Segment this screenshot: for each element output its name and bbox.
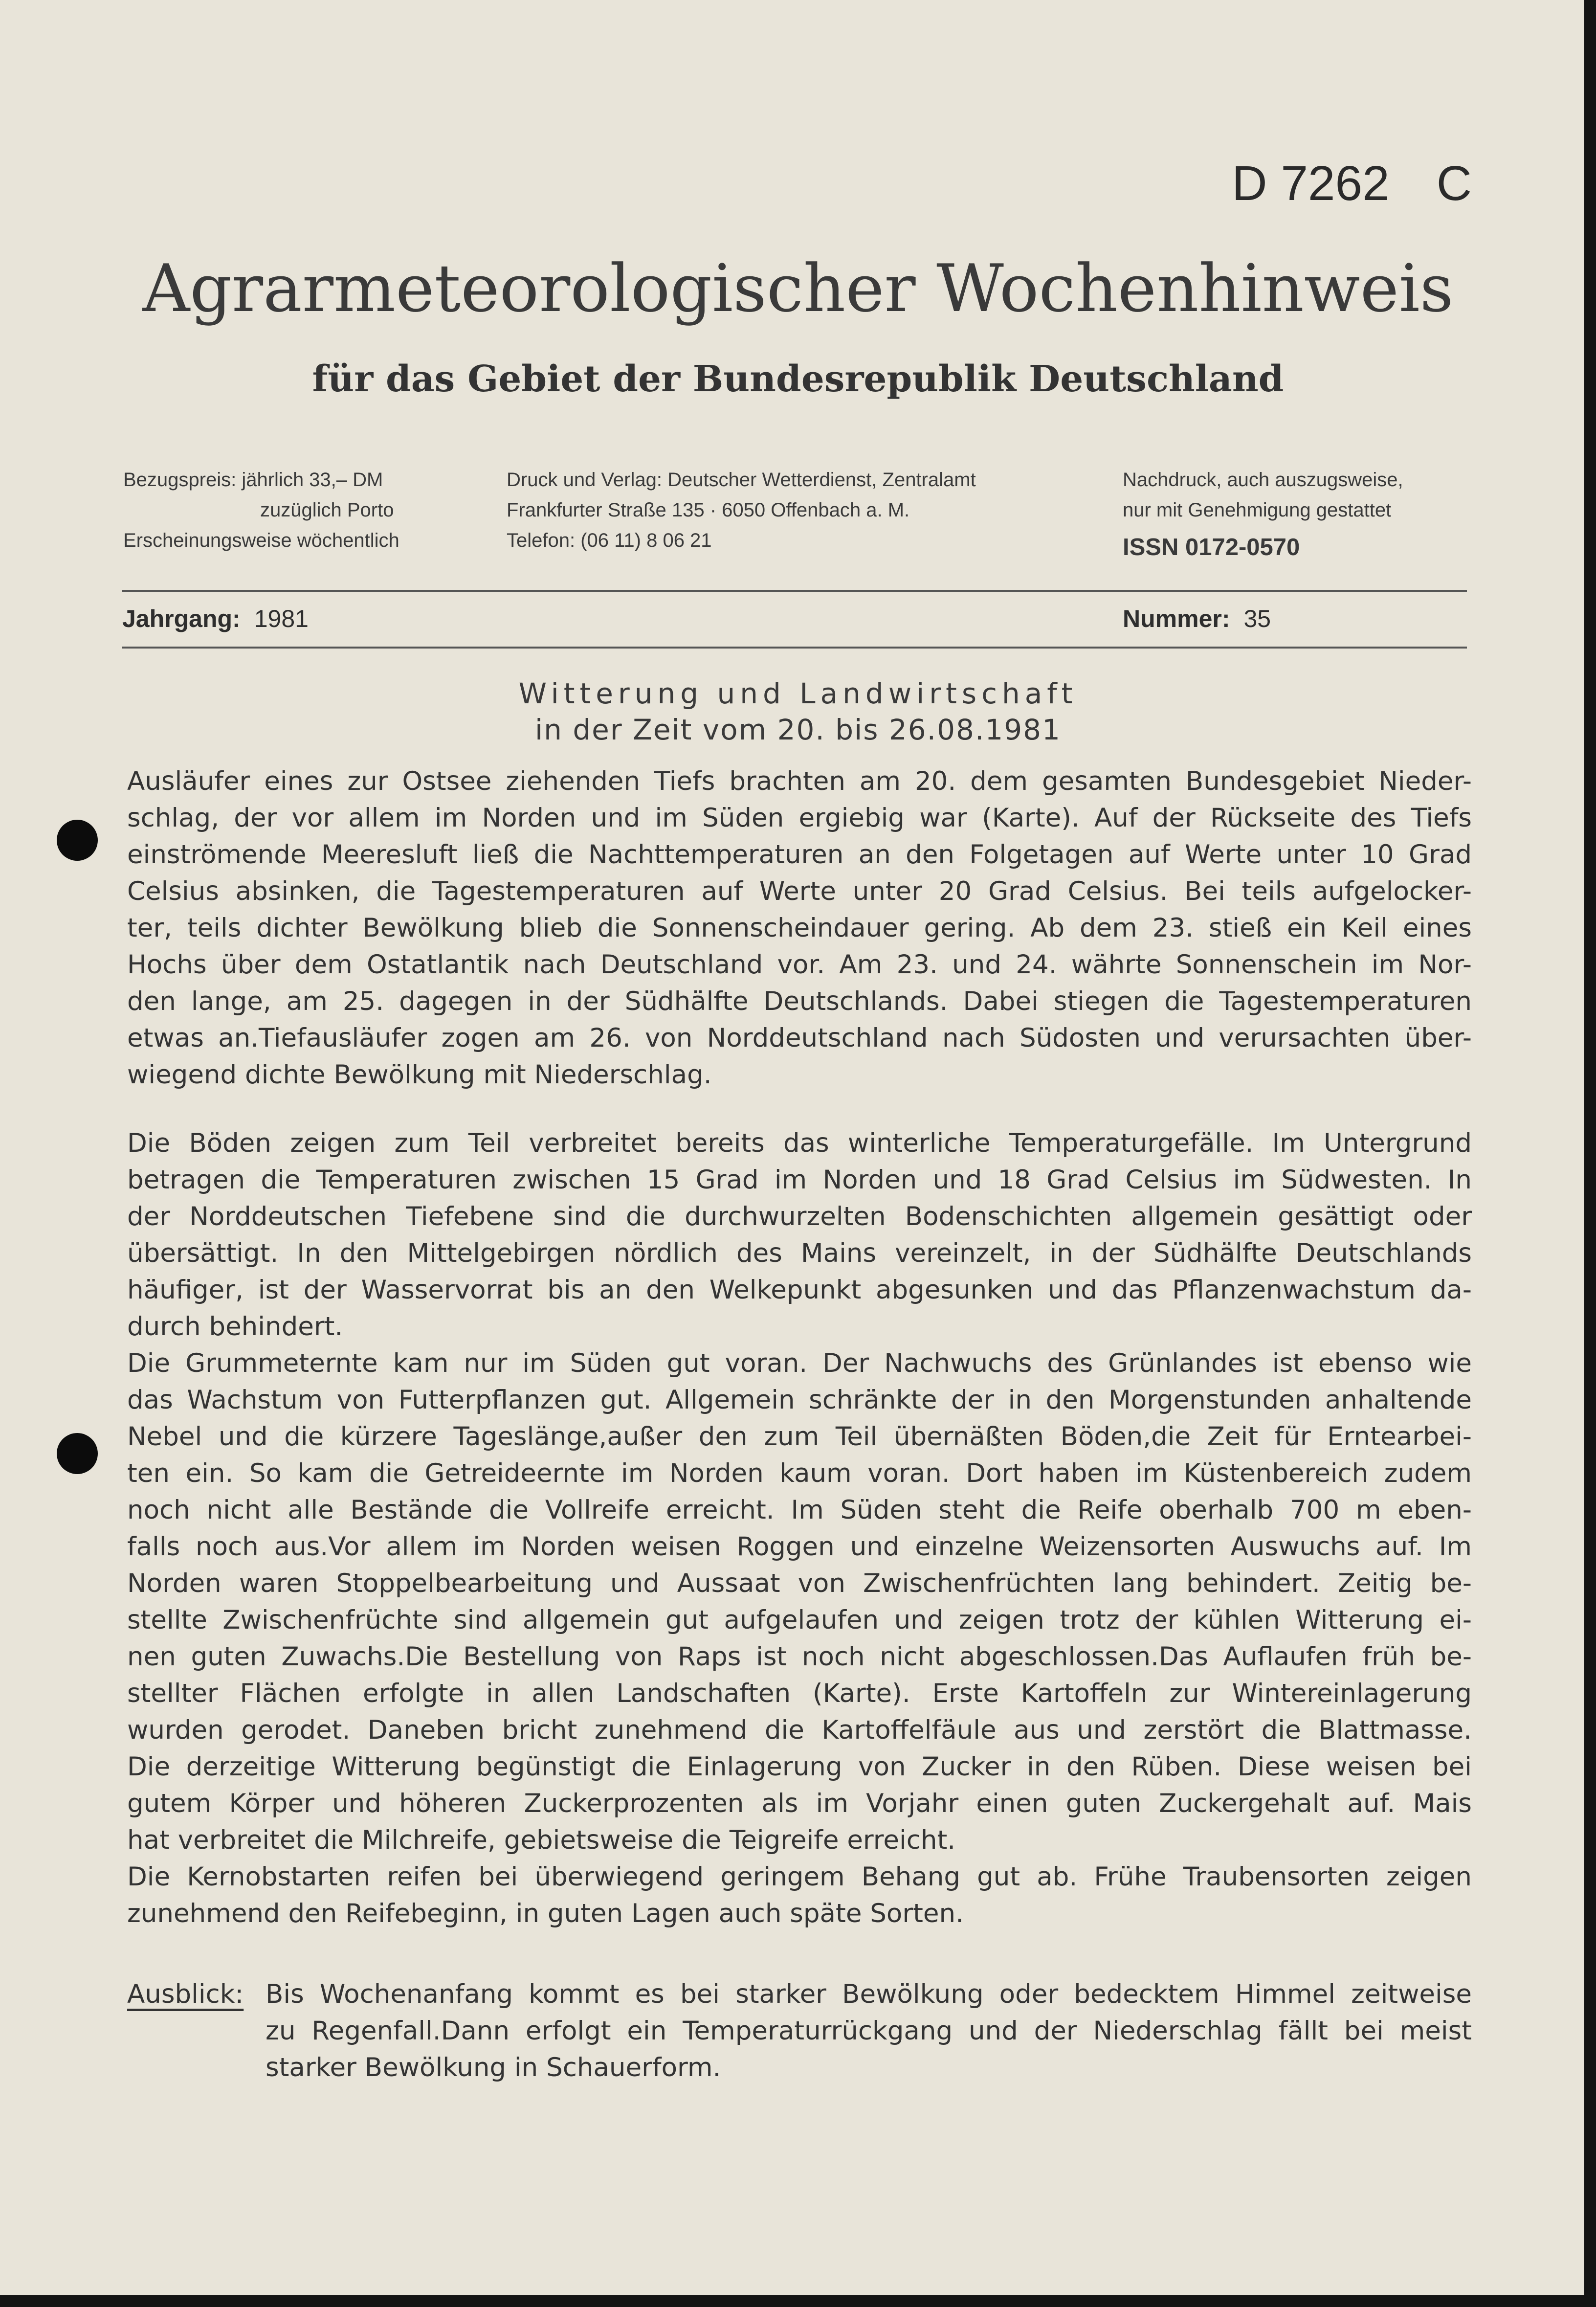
subscription-line: Bezugspreis: jährlich 33,– DM <box>123 469 383 491</box>
text-line: falls noch aus.Vor allem im Norden weisen Roggen und einzelne Weizensorten Auswuchs auf. Im <box>127 1532 1472 1562</box>
document-code <box>1232 156 1472 212</box>
document-code-number: D 7262 <box>1232 156 1390 211</box>
outlook-line: starker Bewölkung in Schauerform. <box>266 2053 721 2083</box>
outlook-label: Ausblick: <box>127 1979 244 2009</box>
document-code-letter: C <box>1436 156 1472 211</box>
subscription-line: zuzüglich Porto <box>260 499 394 521</box>
text-line: Hochs über dem Ostatlantik nach Deutschland vor. Am 23. und 24. währte Sonnenschein im Nor- <box>127 950 1472 980</box>
text-line: durch behindert. <box>127 1312 343 1342</box>
outlook-line: zu Regenfall.Dann erfolgt ein Temperaturrückgang und der Niederschlag fällt bei meist <box>266 2016 1472 2046</box>
document-subtitle: für das Gebiet der Bundesrepublik Deutschland <box>312 358 1284 400</box>
text-line: der Norddeutschen Tiefebene sind die durchwurzelten Bodenschichten allgemein gesättigt oder <box>127 1202 1472 1232</box>
publisher-line: Frankfurter Straße 135 · 6050 Offenbach a. M. <box>507 499 910 521</box>
text-line: schlag, der vor allem im Norden und im Süden ergiebig war (Karte). Auf der Rückseite des Tiefs <box>127 803 1472 833</box>
punch-hole-bottom <box>57 1433 98 1474</box>
text-line: zunehmend den Reifebeginn, in guten Lagen auch späte Sorten. <box>127 1899 964 1928</box>
text-line: betragen die Temperaturen zwischen 15 Grad im Norden und 18 Grad Celsius im Südwesten. In <box>127 1165 1472 1195</box>
text-line: Norden waren Stoppelbearbeitung und Aussaat von Zwischenfrüchten lang behindert. Zeitig be- <box>127 1568 1472 1598</box>
publisher-line: Druck und Verlag: Deutscher Wetterdienst, Zentralamt <box>507 469 976 491</box>
text-line: Nebel und die kürzere Tageslänge,außer den zum Teil übernäßten Böden,die Zeit für Erntearbei- <box>127 1422 1472 1452</box>
volume-label: Jahrgang: <box>122 605 241 632</box>
volume-field <box>122 605 309 633</box>
text-line: gutem Körper und höheren Zuckerprozenten als im Vorjahr einen guten Zuckergehalt auf. Mais <box>127 1789 1472 1818</box>
text-line: Ausläufer eines zur Ostsee ziehenden Tiefs brachten am 20. dem gesamten Bundesgebiet Nieder- <box>127 766 1472 796</box>
text-line: Die Kernobstarten reifen bei überwiegend geringem Behang gut ab. Frühe Traubensorten zeigen <box>127 1862 1472 1892</box>
subscription-info <box>123 465 399 556</box>
outlook-text <box>266 1976 1472 2086</box>
text-line: häufiger, ist der Wasservorrat bis an den Welkepunkt abgesunken und das Pflanzenwachstum da- <box>127 1275 1472 1305</box>
volume-value: 1981 <box>254 605 309 632</box>
text-line: Die Grummeternte kam nur im Süden gut voran. Der Nachwuchs des Grünlandes ist ebenso wie <box>127 1348 1472 1378</box>
text-line: hat verbreitet die Milchreife, gebietsweise die Teigreife erreicht. <box>127 1825 956 1855</box>
number-label: Nummer: <box>1123 605 1230 632</box>
header-rule-bottom <box>122 647 1467 649</box>
issn: ISSN 0172-0570 <box>1123 534 1300 560</box>
text-line: den lange, am 25. dagegen in der Südhälfte Deutschlands. Dabei stiegen die Tagestemperaturen <box>127 986 1472 1016</box>
text-line: wiegend dichte Bewölkung mit Niederschlag. <box>127 1060 712 1090</box>
number-value: 35 <box>1243 605 1271 632</box>
subscription-line: Erscheinungsweise wöchentlich <box>123 530 399 551</box>
text-line: einströmende Meeresluft ließ die Nachttemperaturen an den Folgetagen auf Werte unter 10 Grad <box>127 840 1472 870</box>
text-line: ten ein. So kam die Getreideernte im Norden kaum voran. Dort haben im Küstenbereich zudem <box>127 1458 1472 1488</box>
paragraph-agriculture <box>127 1125 1472 1932</box>
text-line: übersättigt. In den Mittelgebirgen nördlich des Mains vereinzelt, in der Südhälfte Deutschlands <box>127 1238 1472 1268</box>
number-field <box>1123 605 1271 633</box>
text-line: Die Böden zeigen zum Teil verbreitet bereits das winterliche Temperaturgefälle. Im Untergrund <box>127 1128 1472 1158</box>
publisher-line: Telefon: (06 11) 8 06 21 <box>507 530 712 551</box>
reprint-line: Nachdruck, auch auszugsweise, <box>1123 469 1403 491</box>
reprint-line: nur mit Genehmigung gestattet <box>1123 499 1392 521</box>
paragraph-weather <box>127 763 1472 1093</box>
text-line: etwas an.Tiefausläufer zogen am 26. von Norddeutschland nach Südosten und verursachten über- <box>127 1023 1472 1053</box>
outlook-line: Bis Wochenanfang kommt es bei starker Bewölkung oder bedecktem Himmel zeitweise <box>266 1979 1472 2009</box>
text-line: Die derzeitige Witterung begünstigt die Einlagerung von Zucker in den Rüben. Diese weisen bei <box>127 1752 1472 1782</box>
reprint-info <box>1123 465 1403 562</box>
text-line: stellte Zwischenfrüchte sind allgemein gut aufgelaufen und zeigen trotz der kühlen Witterung ei- <box>127 1605 1472 1635</box>
section-heading: Witterung und Landwirtschaft <box>518 677 1078 710</box>
text-line: stellter Flächen erfolgte in allen Landschaften (Karte). Erste Kartoffeln zur Wintereinlagerung <box>127 1679 1472 1708</box>
text-line: noch nicht alle Bestände die Vollreife erreicht. Im Süden steht die Reife oberhalb 700 m eben- <box>127 1495 1472 1525</box>
section-period: in der Zeit vom 20. bis 26.08.1981 <box>535 713 1061 746</box>
text-line: Celsius absinken, die Tagestemperaturen auf Werte unter 20 Grad Celsius. Bei teils aufgelocker- <box>127 876 1472 906</box>
publisher-info <box>507 465 976 556</box>
text-line: wurden gerodet. Daneben bricht zunehmend die Kartoffelfäule aus und zerstört die Blattmasse. <box>127 1715 1472 1745</box>
text-line: nen guten Zuwachs.Die Bestellung von Raps ist noch nicht abgeschlossen.Das Auflaufen früh be- <box>127 1642 1472 1672</box>
text-line: ter, teils dichter Bewölkung blieb die Sonnenscheindauer gering. Ab dem 23. stieß ein Keil eines <box>127 913 1472 943</box>
text-line: das Wachstum von Futterpflanzen gut. Allgemein schränkte der in den Morgenstunden anhaltende <box>127 1385 1472 1415</box>
punch-hole-top <box>57 820 98 861</box>
header-rule-top <box>122 590 1467 592</box>
document-title: Agrarmeteorologischer Wochenhinweis <box>142 250 1454 327</box>
